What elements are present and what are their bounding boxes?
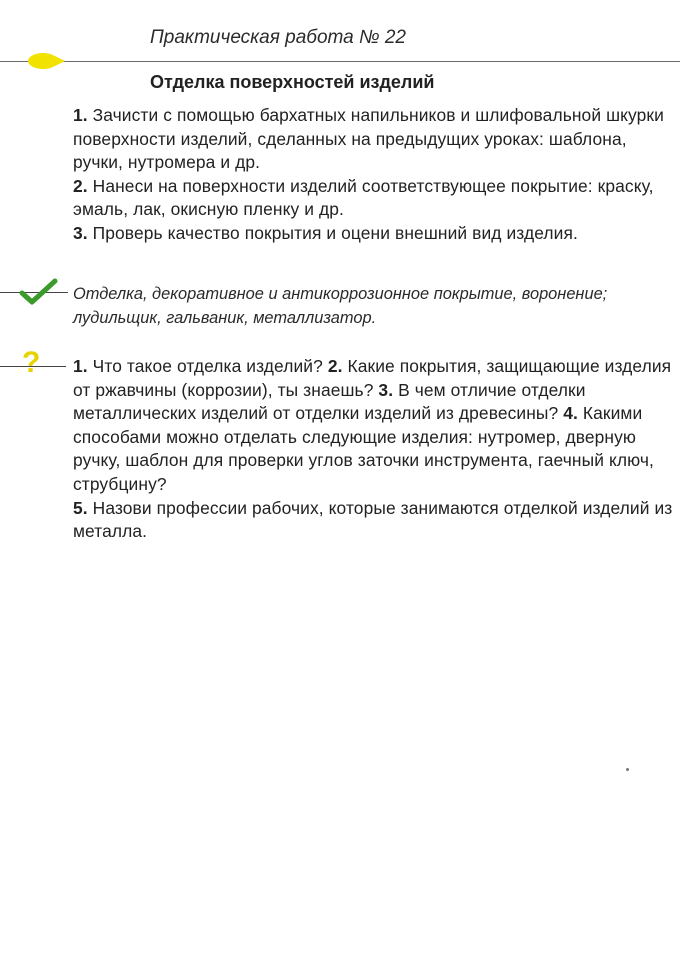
question-number: 4. bbox=[563, 403, 578, 424]
question-list bbox=[73, 355, 680, 544]
checkmark-icon bbox=[18, 278, 58, 306]
header-rule bbox=[0, 61, 680, 62]
task-text: Нанеси на поверхности изделий соответствующее покрытие: краску, эмаль, лак, окисную пленку и др. bbox=[73, 175, 654, 220]
page-title: Практическая работа № 22 bbox=[150, 27, 406, 48]
question-mark-icon: ? bbox=[22, 346, 41, 379]
question-number: 2. bbox=[327, 356, 343, 376]
task-text: Зачисти с помощью бархатных напильников и шлифовальной шкурки поверхности изделий, сделанных на предыдущих уроках: шаблона, ручки, нутромера и др. bbox=[73, 105, 664, 173]
key-terms: Отделка, декоративное и антикоррозионное покрытие, воронение; лудильщик, гальваник, металлизатор. bbox=[73, 285, 608, 327]
task-number: 3. bbox=[73, 222, 88, 243]
task-list bbox=[73, 104, 680, 246]
question-number: 5. bbox=[73, 497, 88, 518]
section-title: Отделка поверхностей изделий bbox=[150, 72, 435, 92]
marker-tip-icon bbox=[55, 56, 65, 66]
question-text: Назови профессии рабочих, которые занимаются отделкой изделий из металла. bbox=[73, 497, 673, 542]
question-text: В чем отличие отделки металлических изделий от отделки изделий из древесины? bbox=[73, 379, 586, 424]
question-number: 1. bbox=[73, 356, 88, 376]
task-number: 2. bbox=[73, 175, 88, 196]
question-text: Какие покрытия, защищающие изделия от ржавчины (коррозии), ты знаешь? bbox=[73, 356, 672, 400]
task-item bbox=[73, 175, 680, 222]
question-number: 3. bbox=[378, 379, 394, 400]
question-text: Что такое отделка изделий? bbox=[92, 356, 323, 376]
task-text: Проверь качество покрытия и оцени внешний вид изделия. bbox=[92, 222, 578, 243]
question-text: Какими способами можно отделать следующие изделия: нутромер, дверную ручку, шаблон для проверки углов заточки инструмента, гаечный ключ, струбцину? bbox=[73, 403, 654, 494]
task-item bbox=[73, 222, 680, 246]
scan-speck bbox=[626, 768, 629, 771]
task-item bbox=[73, 104, 680, 175]
task-number: 1. bbox=[73, 105, 88, 125]
yellow-marker-icon bbox=[28, 53, 58, 69]
